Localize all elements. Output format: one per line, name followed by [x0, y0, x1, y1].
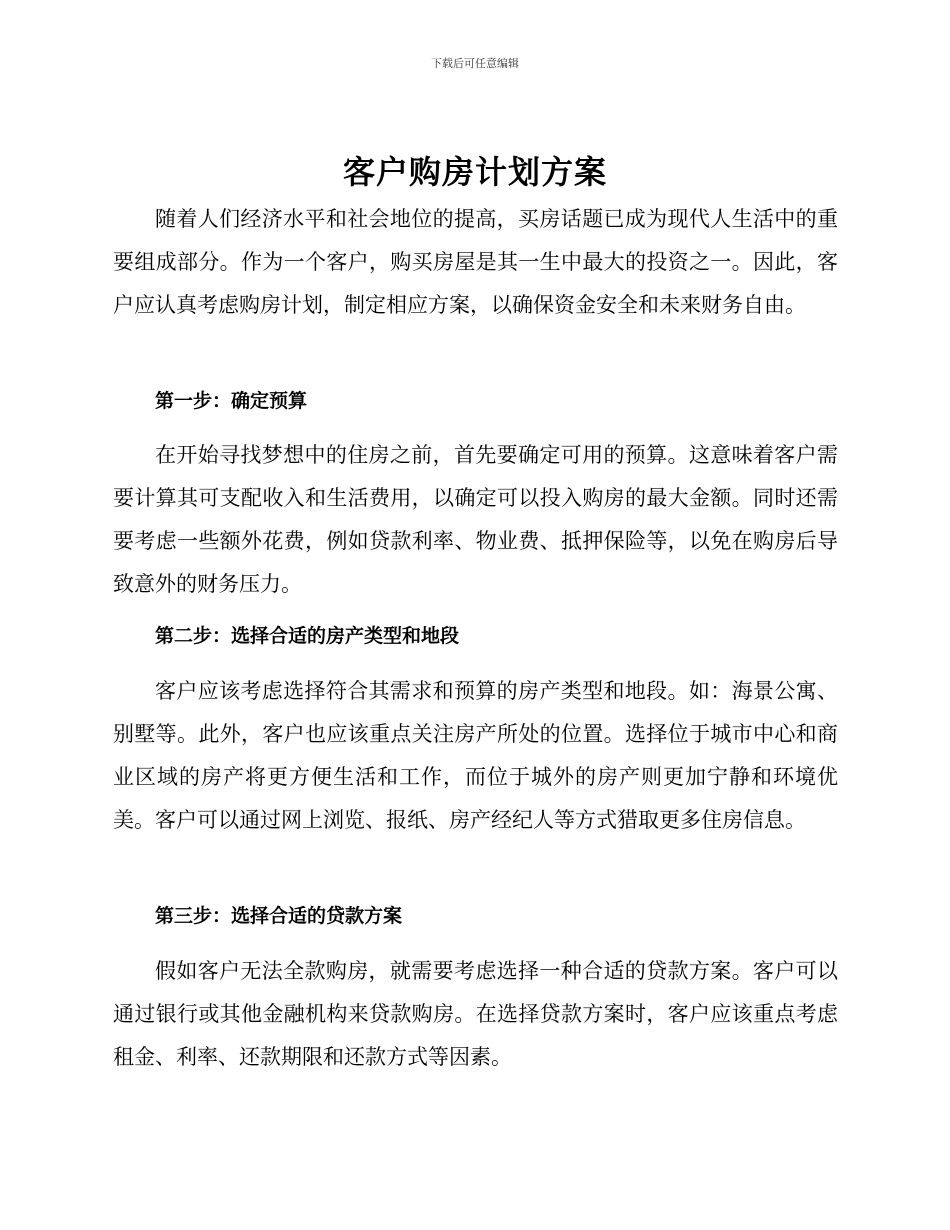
step-1-paragraph: 在开始寻找梦想中的住房之前，首先要确定可用的预算。这意味着客户需要计算其可支配收入和生活费用，以确定可以投入购房的最大金额。同时还需要考虑一些额外花费，例如贷款利率、物业费、抵押保险等，以免在购房后导致意外的财务压力。 — [113, 443, 838, 596]
intro-paragraph: 随着人们经济水平和社会地位的提高，买房话题已成为现代人生活中的重要组成部分。作为一个客户，购买房屋是其一生中最大的投资之一。因此，客户应认真考虑购房计划，制定相应方案，以确保资金安全和未来财务自由。 — [113, 207, 838, 317]
page-header-note: 下载后可任意编辑 — [431, 57, 519, 70]
step-3-paragraph: 假如客户无法全款购房，就需要考虑选择一种合适的贷款方案。客户可以通过银行或其他金融机构来贷款购房。在选择贷款方案时，客户应该重点考虑租金、利率、还款期限和还款方式等因素。 — [113, 959, 838, 1069]
step-2-heading: 第二步：选择合适的房产类型和地段 — [155, 625, 460, 647]
step-3-heading: 第三步：选择合适的贷款方案 — [155, 905, 403, 927]
step-2-paragraph: 客户应该考虑选择符合其需求和预算的房产类型和地段。如：海景公寓、别墅等。此外，客户也应该重点关注房产所处的位置。选择位于城市中心和商业区域的房产将更方便生活和工作，而位于城外的房产则更加宁静和环境优美。客户可以通过网上浏览、报纸、房产经纪人等方式猎取更多住房信息。 — [113, 679, 838, 832]
document-title: 客户购房计划方案 — [342, 153, 607, 191]
step-1-heading: 第一步：确定预算 — [155, 390, 308, 412]
